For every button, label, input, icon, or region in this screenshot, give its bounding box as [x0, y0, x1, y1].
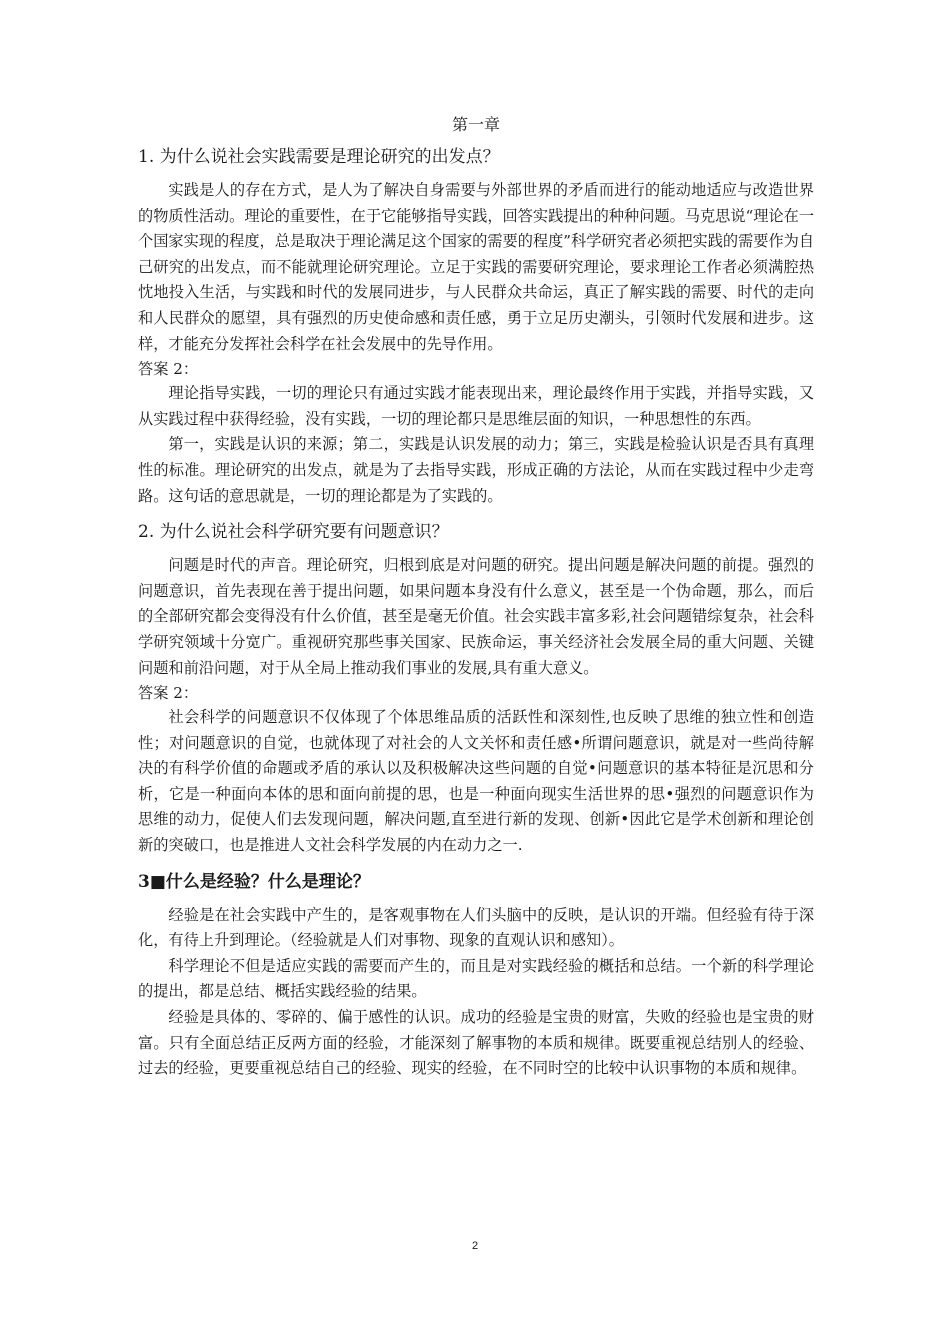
answer-2-paragraph-1: 理论指导实践，一切的理论只有通过实践才能表现出来，理论最终作用于实践，并指导实践，又从实践过程中获得经验，没有实践，一切的理论都只是思维层面的知识，一种思想性的东西。: [138, 384, 814, 428]
section-2: [138, 519, 814, 859]
answer-2-paragraph-2: 第一，实践是认识的来源；第二，实践是认识发展的动力；第三，实践是检验认识是否具有真理性的标准。理论研究的出发点，就是为了去指导实践，形成正确的方法论，从而在实践过程中少走弯路。这句话的意思就是，一切的理论都是为了实践的。: [138, 435, 814, 505]
question-3-heading: 3■什么是经验？什么是理论？: [138, 871, 370, 892]
page-number: 2: [471, 1240, 479, 1252]
answer-2-label: 答案 2：: [138, 684, 199, 703]
document-page: [138, 112, 814, 1082]
answer-1-paragraph: 实践是人的存在方式，是人为了解决自身需要与外部世界的矛盾而进行的能动地适应与改造世界的物质性活动。理论的重要性，在于它能够指导实践，回答实践提出的种种问题。马克思说“理论在一个国家实现的程度，总是取决于理论满足这个国家的需要的程度”科学研究者必须把实践的需要作为自己研究的出发点，而不能就理论研究理论。立足于实践的需要研究理论，要求理论工作者必须满腔热忱地投入生活，与实践和时代的发展同进步，与人民群众共命运，真正了解实践的需要、时代的走向和人民群众的愿望，具有强烈的历史使命感和责任感，勇于立足历史潮头，引领时代发展和进步。这样，才能充分发挥社会科学在社会发展中的先导作用。: [138, 181, 815, 353]
section-1: [138, 144, 814, 509]
answer-2-label: 答案 2：: [138, 360, 199, 379]
answer-2-paragraph-1: 社会科学的问题意识不仅体现了个体思维品质的活跃性和深刻性,也反映了思维的独立性和创造性；对问题意识的自觉，也就体现了对社会的人文关怀和责任感•所谓问题意识，就是对一些尚待解决的有科学价值的命题或矛盾的承认以及积极解决这些问题的自觉•问题意识的基本特征是沉思和分析，它是一种面向本体的思和面向前提的思，也是一种面向现实生活世界的思•强烈的问题意识作为思维的动力，促使人们去发现问题，解决问题,直至进行新的发现、创新•因此它是学术创新和理论创新的突破口，也是推进人文社会科学发展的内在动力之一.: [138, 708, 814, 855]
chapter-title: 第一章: [451, 115, 500, 134]
answer-paragraph-3: 经验是具体的、零碎的、偏于感性的认识。成功的经验是宝贵的财富，失败的经验也是宝贵的财富。只有全面总结正反两方面的经验，才能深刻了解事物的本质和规律。既要重视总结别人的经验、过去的经验，更要重视总结自己的经验、现实的经验，在不同时空的比较中认识事物的本质和规律。: [138, 1008, 814, 1078]
section-3: [138, 869, 814, 1082]
answer-1-paragraph: 问题是时代的声音。理论研究，归根到底是对问题的研究。提出问题是解决问题的前提。强烈的问题意识，首先表现在善于提出问题，如果问题本身没有什么意义，甚至是一个伪命题，那么，而后的全部研究都会变得没有什么价值，甚至是毫无价值。社会实践丰富多彩,社会问题错综复杂，社会科学研究领域十分宽广。重视研究那些事关国家、民族命运，事关经济社会发展全局的重大问题、关键问题和前沿问题，对于从全局上推动我们事业的发展,具有重大意义。: [138, 556, 814, 677]
question-1-heading: 1. 为什么说社会实践需要是理论研究的出发点？: [138, 147, 500, 167]
answer-paragraph-2: 科学理论不但是适应实践的需要而产生的，而且是对实践经验的概括和总结。一个新的科学理论的提出，都是总结、概括实践经验的结果。: [138, 956, 814, 1001]
question-2-heading: 2. 为什么说社会科学研究要有问题意识？: [138, 522, 449, 543]
answer-paragraph-1: 经验是在社会实践中产生的，是客观事物在人们头脑中的反映，是认识的开端。但经验有待于深化，有待上升到理论。（经验就是人们对事物、现象的直观认识和感知）。: [138, 905, 814, 950]
